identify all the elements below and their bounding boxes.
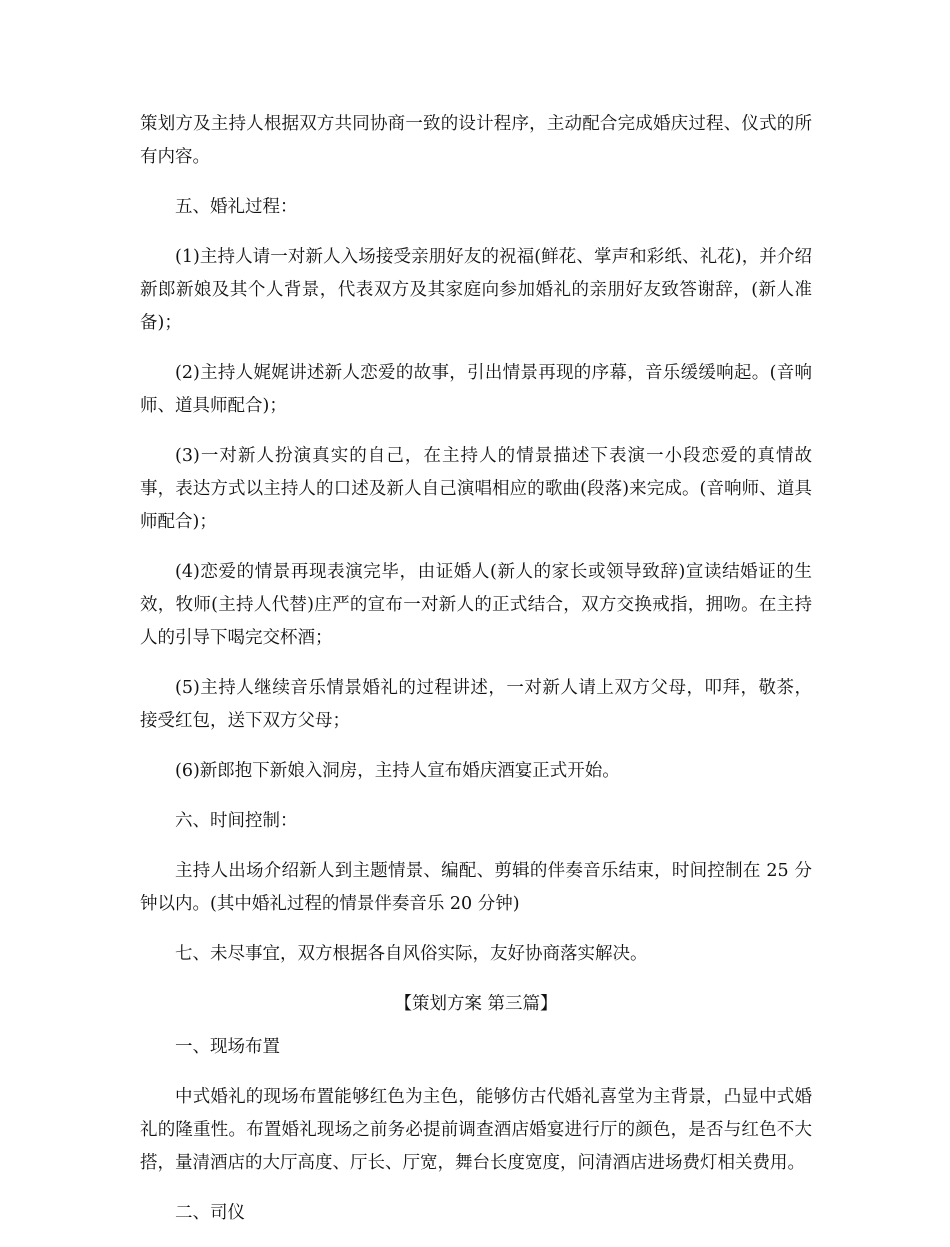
section-heading-emcee: 二、司仪: [175, 1203, 245, 1223]
document-body: [140, 108, 812, 1247]
plan-title-third: 【策划方案 第三篇】: [394, 994, 558, 1014]
section-heading-venue-setup: 一、现场布置: [175, 1037, 280, 1057]
process-step-2: (2)主持人娓娓讲述新人恋爱的故事，引出情景再现的序幕，音乐缓缓响起。(音响师、道具师配合)；: [140, 363, 812, 416]
section-heading-unresolved-matters: 七、未尽事宜，双方根据各自风俗实际，友好协商落实解决。: [175, 944, 648, 964]
process-step-1: (1)主持人请一对新人入场接受亲朋好友的祝福(鲜花、掌声和彩纸、礼花)，并介绍新郎新娘及其个人背景，代表双方及其家庭向参加婚礼的亲朋好友致答谢辞，(新人准备)；: [140, 247, 812, 333]
process-step-6: (6)新郎抱下新娘入洞房，主持人宣布婚庆酒宴正式开始。: [175, 761, 620, 781]
section-heading-time-control: 六、时间控制：: [175, 811, 298, 831]
time-control-text: 主持人出场介绍新人到主题情景、编配、剪辑的伴奏音乐结束，时间控制在 25 分钟以内。(其中婚礼过程的情景伴奏音乐 20 分钟): [140, 861, 812, 914]
process-step-3: (3)一对新人扮演真实的自己，在主持人的情景描述下表演一小段恋爱的真情故事，表达方式以主持人的口述及新人自己演唱相应的歌曲(段落)来完成。(音响师、道具师配合)；: [140, 446, 812, 532]
section-heading-wedding-process: 五、婚礼过程：: [175, 197, 298, 217]
process-step-4: (4)恋爱的情景再现表演完毕，由证婚人(新人的家长或领导致辞)宣读结婚证的生效，牧师(主持人代替)庄严的宣布一对新人的正式结合，双方交换戒指，拥吻。在主持人的引导下喝完交杯酒；: [140, 562, 812, 648]
paragraph-continuation: 策划方及主持人根据双方共同协商一致的设计程序，主动配合完成婚庆过程、仪式的所有内容。: [140, 114, 812, 167]
process-step-5: (5)主持人继续音乐情景婚礼的过程讲述，一对新人请上双方父母，叩拜，敬茶，接受红包，送下双方父母；: [140, 678, 812, 731]
venue-setup-text: 中式婚礼的现场布置能够红色为主色，能够仿古代婚礼喜堂为主背景，凸显中式婚礼的隆重性。布置婚礼现场之前务必提前调查酒店婚宴进行厅的颜色，是否与红色不大搭，量清酒店的大厅高度、厅长、厅宽，舞台长度宽度，问清酒店进场费灯相关费用。: [140, 1087, 812, 1173]
